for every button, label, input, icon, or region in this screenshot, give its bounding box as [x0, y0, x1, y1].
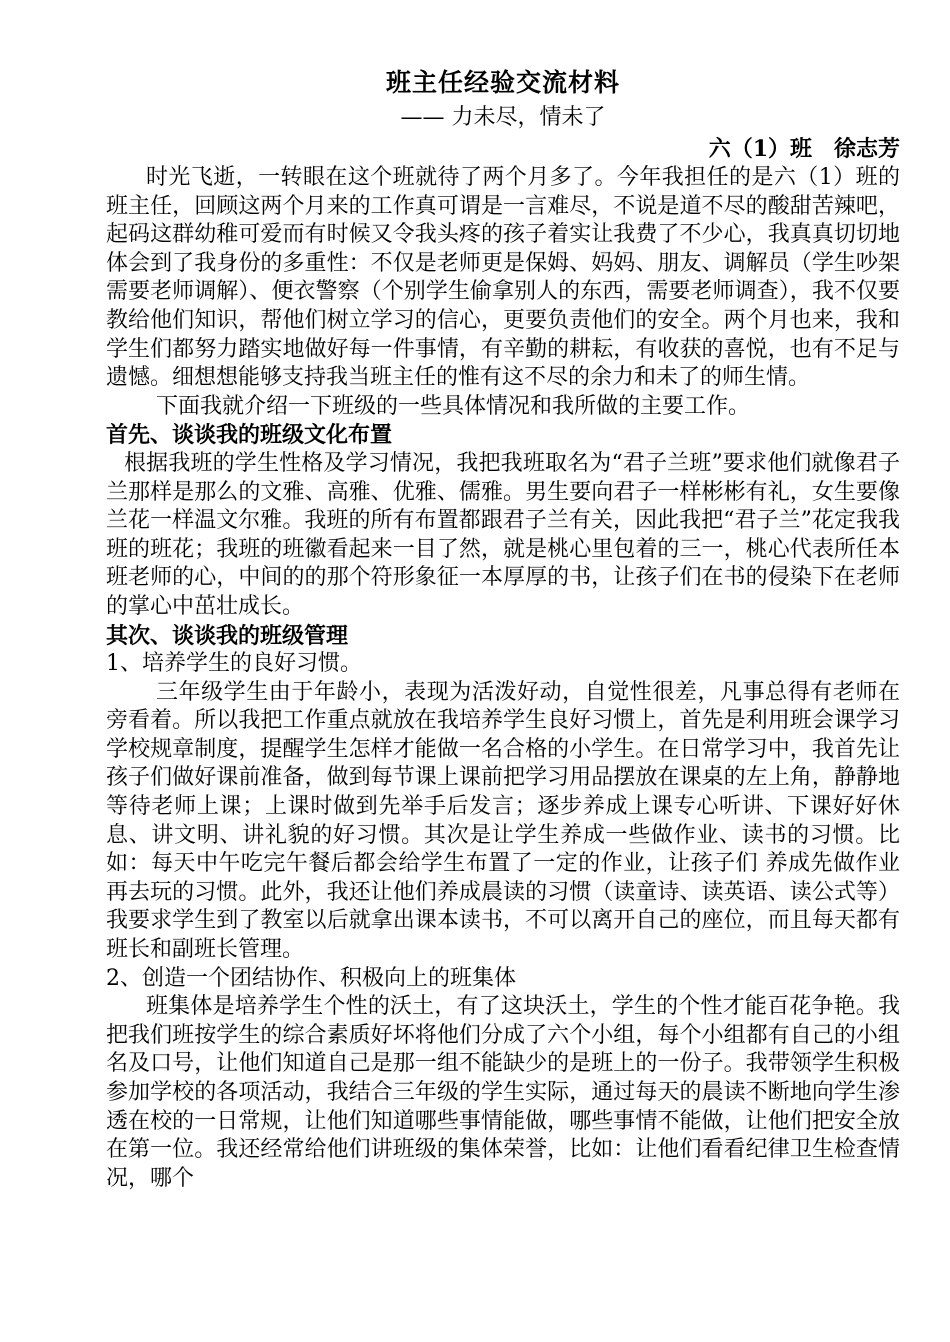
- subsection-collective-paragraph: 班集体是培养学生个性的沃土，有了这块沃土，学生的个性才能百花争艳。我把我们班按学生的综合素质好坏将他们分成了六个小组，每个小组都有自己的小组名及口号，让他们知道自己是那一组不能缺少的是班上的一份子。我带领学生积极参加学校的各项活动，我结合三年级的学生实际，通过每天的晨读不断地向学生渗透在校的一日常规，让他们知道哪些事情能做，哪些事情不能做，让他们把安全放在第一位。我还经常给他们讲班级的集体荣誉，比如：让他们看看纪律卫生检查情况，哪个: [106, 994, 900, 1191]
- subsection-habits-paragraph: 三年级学生由于年龄小，表现为活泼好动，自觉性很差，凡事总得有老师在旁看着。所以我把工作重点就放在我培养学生良好习惯上，首先是利用班会课学习学校规章制度，提醒学生怎样才能做一名合格的小学生。在日常学习中，我首先让孩子们做好课前准备，做到每节课上课前把学习用品摆放在课桌的左上角，静静地等待老师上课；上课时做到先举手后发言；逐步养成上课专心听讲、下课好好休息、讲文明、讲礼貌的好习惯。其次是让学生养成一些做作业、读书的习惯。比如：每天中午吃完午餐后都会给学生布置了一定的作业，让孩子们 养成先做作业再去玩的习惯。此外，我还让他们养成晨读的习惯（读童诗、读英语、读公式等）我要求学生到了教室以后就拿出课本读书，不可以离开自己的座位，而且每天都有班长和副班长管理。: [106, 679, 900, 963]
- document-title: 班主任经验交流材料: [385, 68, 620, 97]
- section-heading-management: 其次、谈谈我的班级管理: [106, 622, 349, 649]
- document-author: 六（1）班 徐志芳: [708, 136, 900, 162]
- document-page: [106, 64, 900, 1193]
- subsection-heading-collective: 2、创造一个团结协作、积极向上的班集体: [106, 965, 516, 991]
- subsection-heading-habits: 1、培养学生的良好习惯。: [106, 651, 362, 677]
- document-subtitle: —— 力未尽，情未了: [400, 105, 606, 130]
- intro-followup-paragraph: 下面我就介绍一下班级的一些具体情况和我所做的主要工作。: [156, 393, 751, 419]
- section-culture-paragraph: 根据我班的学生性格及学习情况，我把我班取名为“君子兰班”要求他们就像君子兰那样是那么的文雅、高雅、优雅、儒雅。男生要向君子一样彬彬有礼，女生要像兰花一样温文尔雅。我班的所有布置都跟君子兰有关，因此我把“君子兰”花定我我班的班花；我班的班徽看起来一目了然，就是桃心里包着的三一，桃心代表所任本班老师的心，中间的的那个符形象征一本厚厚的书，让孩子们在书的侵染下在老师的掌心中茁壮成长。: [106, 450, 900, 619]
- intro-paragraph: 时光飞逝，一转眼在这个班就待了两个月多了。今年我担任的是六（1）班的班主任，回顾这两个月来的工作真可谓是一言难尽，不说是道不尽的酸甜苦辣吧，起码这群幼稚可爱而有时候又令我头疼的孩子着实让我费了不少心，我真真切切地体会到了我身份的多重性：不仅是老师更是保姆、妈妈、朋友、调解员（学生吵架需要老师调解）、便衣警察（个别学生偷拿别人的东西，需要老师调查），我不仅要教给他们知识，帮他们树立学习的信心，更要负责他们的安全。两个月也来，我和学生们都努力踏实地做好每一件事情，有辛勤的耕耘，有收获的喜悦，也有不足与遗憾。细想想能够支持我当班主任的惟有这不尽的余力和未了的师生情。: [106, 165, 900, 391]
- section-heading-culture: 首先、谈谈我的班级文化布置: [106, 422, 393, 449]
